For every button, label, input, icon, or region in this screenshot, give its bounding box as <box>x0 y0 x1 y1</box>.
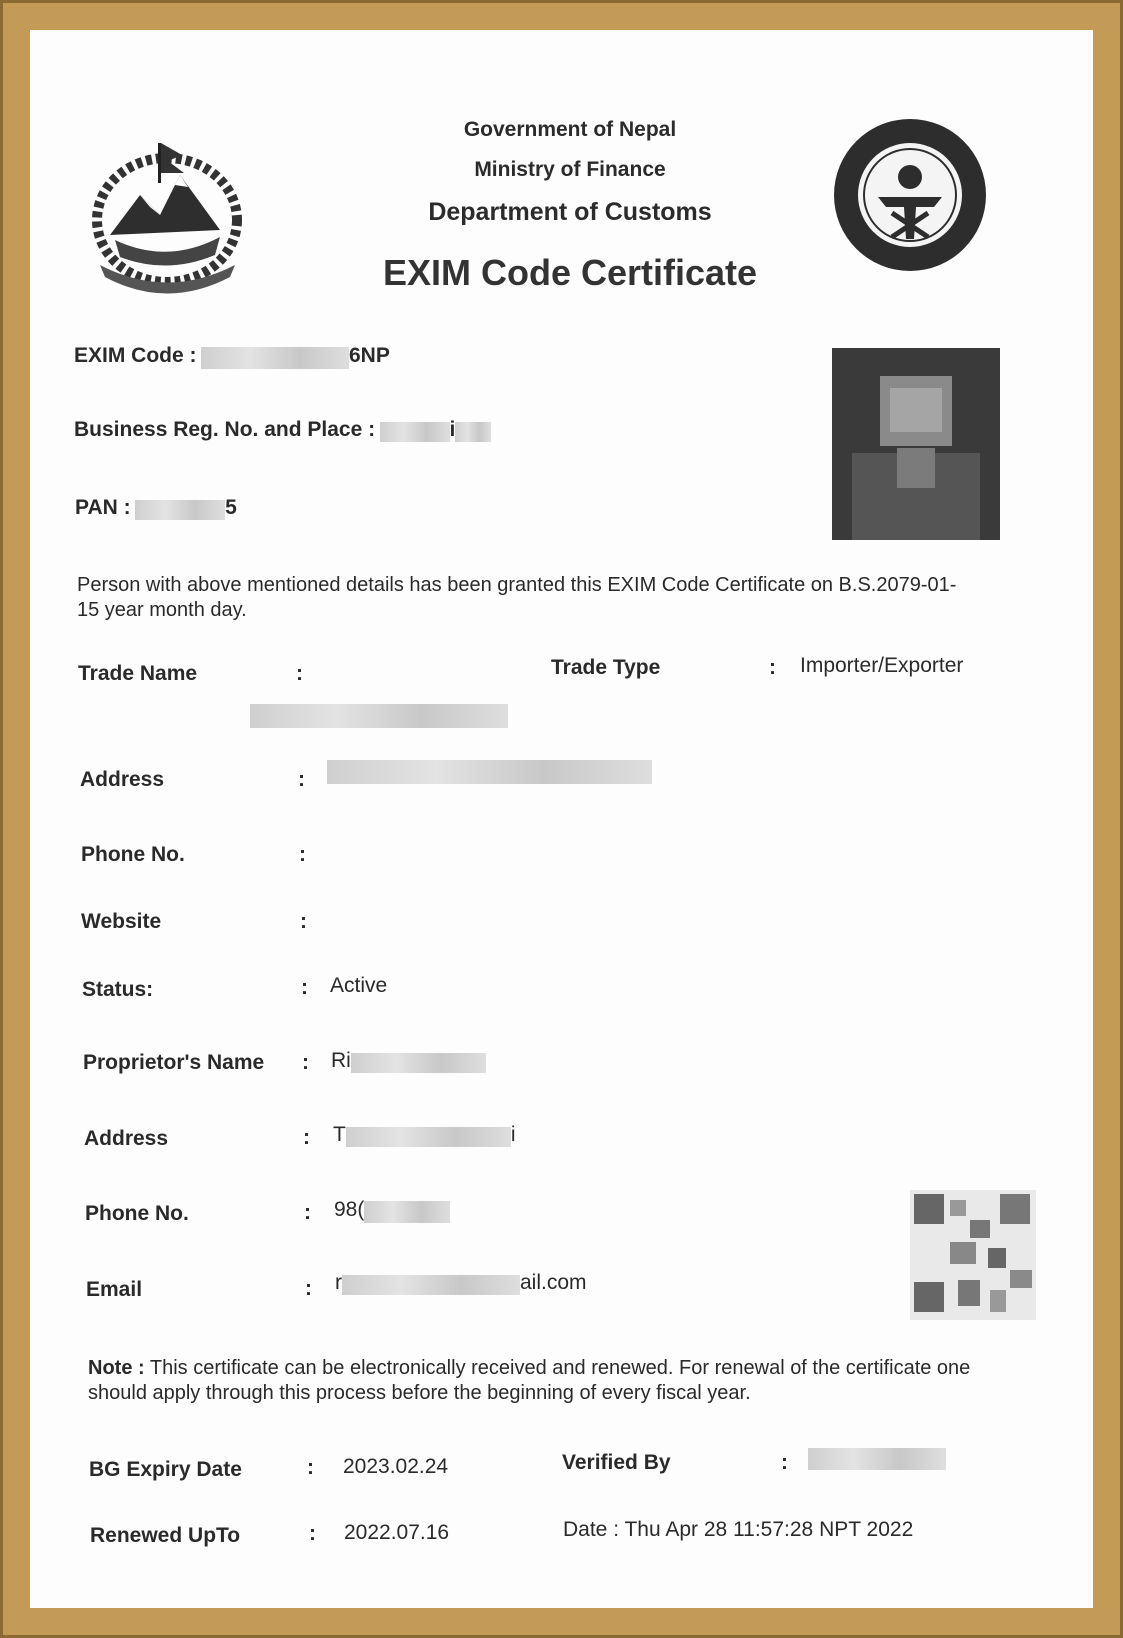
trade-name-label: Trade Name <box>78 662 198 685</box>
colon: : <box>303 1126 310 1149</box>
redacted-address <box>327 760 652 784</box>
trade-type-label: Trade Type <box>551 656 661 679</box>
redacted-value <box>351 1053 486 1073</box>
website-label: Website <box>81 910 162 933</box>
pan-row <box>75 496 237 520</box>
note-text: This certificate can be electronically received and renewed. For renewal of the certificate one should apply through this process before the beginning of every fiscal year. <box>88 1357 971 1404</box>
colon: : <box>307 1456 314 1479</box>
exim-code-suffix: 6NP <box>348 344 390 367</box>
phone-label: Phone No. <box>81 843 185 866</box>
note <box>88 1356 988 1406</box>
nepal-emblem-icon <box>80 125 255 305</box>
colon: : <box>298 768 305 791</box>
exim-code-label: EXIM Code : <box>74 344 197 367</box>
email-value <box>335 1271 587 1295</box>
colon: : <box>296 662 303 685</box>
nepal-customs-seal-icon <box>830 115 990 275</box>
address2-prefix: T <box>333 1123 346 1146</box>
header-ministry: Ministry of Finance <box>474 158 666 181</box>
status-label: Status: <box>82 978 154 1001</box>
colon: : <box>300 910 307 933</box>
redacted-value <box>380 422 450 442</box>
pan-suffix: 5 <box>225 496 237 519</box>
proprietor-address-value <box>333 1123 516 1147</box>
redacted-value <box>455 422 491 442</box>
redacted-value <box>201 347 349 369</box>
redacted-trade-name <box>250 704 508 728</box>
redacted-value <box>342 1275 520 1295</box>
certificate-title: EXIM Code Certificate <box>382 252 758 293</box>
colon: : <box>301 976 308 999</box>
verified-by-label: Verified By <box>562 1451 671 1474</box>
business-reg-suffix: i <box>449 418 456 441</box>
redacted-verifier <box>808 1448 946 1470</box>
proprietor-phone-label: Phone No. <box>85 1202 189 1225</box>
redacted-value <box>346 1127 511 1147</box>
colon: : <box>309 1522 316 1545</box>
proprietor-address-label: Address <box>84 1127 169 1150</box>
bg-expiry-label: BG Expiry Date <box>89 1458 242 1481</box>
status-value: Active <box>330 974 388 997</box>
email-prefix: r <box>335 1271 342 1294</box>
grant-statement: Person with above mentioned details has been granted this EXIM Code Certificate on B.S.2079-01-15 year month day. <box>77 574 957 621</box>
colon: : <box>769 656 776 679</box>
email-suffix: ail.com <box>520 1271 587 1294</box>
print-date: Date : Thu Apr 28 11:57:28 NPT 2022 <box>563 1518 914 1541</box>
proprietor-value <box>331 1049 486 1073</box>
redacted-value <box>135 500 225 520</box>
address-label: Address <box>80 768 165 791</box>
renewed-upto-label: Renewed UpTo <box>90 1524 241 1547</box>
colon: : <box>781 1451 788 1474</box>
colon: : <box>305 1277 312 1300</box>
proprietor-label: Proprietor's Name <box>83 1051 265 1074</box>
email-label: Email <box>86 1278 143 1301</box>
header-government: Government of Nepal <box>463 118 677 141</box>
bg-expiry-value: 2023.02.24 <box>343 1455 449 1478</box>
note-label: Note : <box>88 1357 145 1379</box>
qr-code-icon <box>910 1190 1036 1320</box>
colon: : <box>304 1201 311 1224</box>
certificate-paper <box>30 30 1093 1608</box>
trade-type-value: Importer/Exporter <box>800 654 964 677</box>
proprietor-phone-value <box>334 1198 450 1223</box>
proprietor-prefix: Ri <box>331 1049 351 1072</box>
business-reg-row <box>74 418 491 442</box>
colon: : <box>299 843 306 866</box>
pan-label: PAN : <box>75 496 131 519</box>
address2-suffix: i <box>510 1123 516 1146</box>
phone2-prefix: 98( <box>334 1198 365 1221</box>
redacted-value <box>364 1201 450 1223</box>
proprietor-photo <box>832 348 1000 540</box>
business-reg-label: Business Reg. No. and Place : <box>74 418 376 441</box>
exim-code-row <box>74 344 390 369</box>
header-department: Department of Customs <box>428 198 712 226</box>
renewed-upto-value: 2022.07.16 <box>344 1521 450 1544</box>
colon: : <box>302 1051 309 1074</box>
